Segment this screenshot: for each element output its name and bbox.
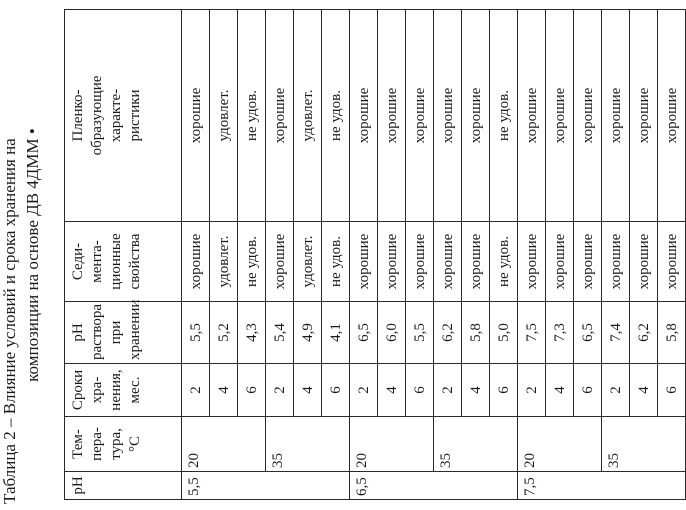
cell-film-forming-characteristics: хорошие	[574, 10, 602, 222]
table-row	[182, 10, 210, 500]
cell-ph-during-storage: 5,2	[210, 302, 238, 364]
header-film-forming-characteristics	[65, 10, 182, 222]
header-line: хранении	[127, 299, 143, 360]
cell-storage-term: 4	[294, 364, 322, 417]
cell-temperature: 35	[602, 417, 686, 472]
table-row	[434, 10, 462, 500]
table-row	[266, 10, 294, 500]
header-temperature	[65, 417, 182, 472]
header-line: образующие	[89, 75, 105, 156]
cell-storage-term: 4	[378, 364, 406, 417]
cell-temperature: 20	[350, 417, 434, 472]
header-line: при	[108, 320, 124, 345]
cell-sedimentation-properties: хорошие	[406, 222, 434, 302]
header-line: ристики	[127, 89, 143, 142]
cell-film-forming-characteristics: хорошие	[658, 10, 686, 222]
cell-sedimentation-properties: хорошие	[518, 222, 546, 302]
cell-film-forming-characteristics: хорошие	[266, 10, 294, 222]
cell-ph-during-storage: 7,3	[546, 302, 574, 364]
table-row	[518, 10, 546, 500]
header-line: pH	[70, 323, 86, 342]
cell-storage-term: 4	[546, 364, 574, 417]
header-line: Пленко-	[70, 89, 86, 142]
cell-ph-during-storage: 5,0	[490, 302, 518, 364]
cell-ph-during-storage: 5,5	[406, 302, 434, 364]
cell-storage-term: 4	[210, 364, 238, 417]
cell-sedimentation-properties: не удов.	[238, 222, 266, 302]
cell-storage-term: 2	[518, 364, 546, 417]
header-line: раствора	[89, 303, 105, 360]
header-line: мес.	[127, 376, 143, 404]
table-row	[350, 10, 378, 500]
cell-storage-term: 6	[406, 364, 434, 417]
cell-film-forming-characteristics: удовлет.	[294, 10, 322, 222]
header-ph	[65, 472, 182, 500]
cell-film-forming-characteristics: хорошие	[630, 10, 658, 222]
cell-sedimentation-properties: хорошие	[658, 222, 686, 302]
cell-ph-during-storage: 4,9	[294, 302, 322, 364]
cell-sedimentation-properties: хорошие	[350, 222, 378, 302]
header-line: хра-	[89, 376, 105, 404]
header-line: тура,	[108, 428, 124, 460]
header-line: нения,	[108, 369, 124, 411]
cell-ph-during-storage: 7,5	[518, 302, 546, 364]
cell-film-forming-characteristics: хорошие	[182, 10, 210, 222]
header-line: ционные	[108, 233, 124, 290]
cell-sedimentation-properties: хорошие	[630, 222, 658, 302]
cell-sedimentation-properties: хорошие	[574, 222, 602, 302]
cell-sedimentation-properties: хорошие	[462, 222, 490, 302]
cell-storage-term: 2	[266, 364, 294, 417]
cell-sedimentation-properties: хорошие	[602, 222, 630, 302]
cell-sedimentation-properties: не удов.	[490, 222, 518, 302]
header-line: мента-	[89, 240, 105, 283]
cell-sedimentation-properties: хорошие	[266, 222, 294, 302]
header-ph-during-storage	[65, 299, 182, 364]
cell-sedimentation-properties: хорошие	[378, 222, 406, 302]
cell-storage-term: 6	[574, 364, 602, 417]
cell-ph-during-storage: 6,0	[378, 302, 406, 364]
cell-storage-term: 2	[182, 364, 210, 417]
cell-ph: 5,5	[182, 472, 350, 500]
header-line: пера-	[89, 427, 105, 461]
header-storage-term	[65, 364, 182, 417]
cell-film-forming-characteristics: хорошие	[378, 10, 406, 222]
cell-sedimentation-properties: хорошие	[182, 222, 210, 302]
cell-storage-term: 2	[602, 364, 630, 417]
cell-temperature: 20	[518, 417, 602, 472]
cell-sedimentation-properties: хорошие	[434, 222, 462, 302]
cell-temperature: 35	[266, 417, 350, 472]
storage-conditions-table	[64, 9, 686, 500]
cell-storage-term: 4	[462, 364, 490, 417]
cell-film-forming-characteristics: удовлет.	[210, 10, 238, 222]
cell-film-forming-characteristics: хорошие	[518, 10, 546, 222]
cell-ph-during-storage: 4,1	[322, 302, 350, 364]
cell-ph-during-storage: 4,3	[238, 302, 266, 364]
header-line: Тем-	[70, 429, 86, 459]
header-line: Сроки	[70, 369, 86, 411]
cell-sedimentation-properties: удовлет.	[210, 222, 238, 302]
cell-ph-during-storage: 7,4	[602, 302, 630, 364]
cell-film-forming-characteristics: хорошие	[406, 10, 434, 222]
cell-film-forming-characteristics: не удов.	[322, 10, 350, 222]
cell-temperature: 35	[434, 417, 518, 472]
table-body	[182, 10, 686, 500]
cell-ph-during-storage: 5,8	[462, 302, 490, 364]
cell-film-forming-characteristics: хорошие	[434, 10, 462, 222]
cell-ph-during-storage: 5,5	[182, 302, 210, 364]
table-row	[602, 10, 630, 500]
cell-ph-during-storage: 5,8	[658, 302, 686, 364]
cell-film-forming-characteristics: хорошие	[602, 10, 630, 222]
cell-film-forming-characteristics: хорошие	[462, 10, 490, 222]
header-line: характе-	[108, 88, 124, 143]
cell-storage-term: 6	[322, 364, 350, 417]
header-line: pH	[70, 476, 86, 495]
cell-storage-term: 2	[434, 364, 462, 417]
cell-storage-term: 2	[350, 364, 378, 417]
table-caption-line-2: композиции на основе ДВ 4ДММ •	[23, 128, 42, 382]
header-line: °C	[127, 436, 143, 453]
table-header-row	[65, 10, 182, 500]
header-line: Седи-	[70, 242, 86, 281]
cell-film-forming-characteristics: хорошие	[350, 10, 378, 222]
cell-storage-term: 6	[238, 364, 266, 417]
cell-sedimentation-properties: удовлет.	[294, 222, 322, 302]
cell-ph: 6,5	[350, 472, 518, 500]
header-line: свойства	[127, 233, 143, 290]
table-caption-line-1: Таблица 2 – Влияние условий и срока хранения на	[0, 138, 19, 504]
cell-ph-during-storage: 6,5	[574, 302, 602, 364]
cell-ph-during-storage: 6,2	[434, 302, 462, 364]
cell-temperature: 20	[182, 417, 266, 472]
cell-film-forming-characteristics: не удов.	[490, 10, 518, 222]
header-sedimentation-properties	[65, 222, 182, 302]
cell-sedimentation-properties: не удов.	[322, 222, 350, 302]
cell-ph: 7,5	[518, 472, 686, 500]
cell-storage-term: 6	[490, 364, 518, 417]
cell-ph-during-storage: 5,4	[266, 302, 294, 364]
cell-film-forming-characteristics: не удов.	[238, 10, 266, 222]
cell-storage-term: 6	[658, 364, 686, 417]
cell-storage-term: 4	[630, 364, 658, 417]
cell-ph-during-storage: 6,5	[350, 302, 378, 364]
cell-sedimentation-properties: хорошие	[546, 222, 574, 302]
cell-film-forming-characteristics: хорошие	[546, 10, 574, 222]
cell-ph-during-storage: 6,2	[630, 302, 658, 364]
